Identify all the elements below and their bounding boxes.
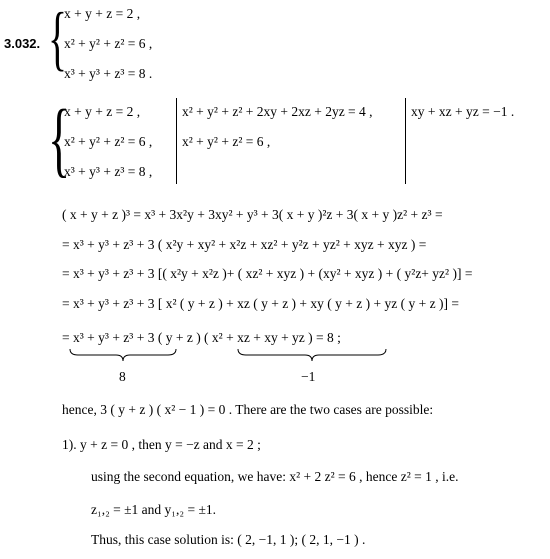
underbrace-right	[236, 347, 388, 363]
expansion-line-3: = x³ + y³ + z³ + 3 [( x²y + x²z )+ ( xz² + xyz ) + (xy² + xyz ) + ( y²z+ yz² )] =	[62, 266, 473, 281]
case1-line-1: 1). y + z = 0 , then y = −z and x = 2 ;	[62, 437, 261, 452]
system-eq-2: x² + y² + z² = 6 ,	[64, 36, 153, 51]
derived-c2-2: x² + y² + z² = 6 ,	[182, 134, 271, 149]
derived-c3-1: xy + xz + yz = −1 .	[411, 104, 515, 119]
expansion-line-2: = x³ + y³ + z³ + 3 ( x²y + xy² + x²z + xz² + y²z + yz² + xyz + xyz ) =	[62, 237, 427, 252]
underbrace-left	[68, 347, 178, 363]
derived-divider-1	[176, 98, 177, 184]
problem-number: 3.032.	[4, 36, 41, 51]
derived-c1-1: x + y + z = 2 ,	[64, 104, 141, 119]
hence-line: hence, 3 ( y + z ) ( x² − 1 ) = 0 . There are the two cases are possible:	[62, 402, 434, 417]
underbrace-right-label: −1	[301, 369, 316, 384]
expansion-line-5: = x³ + y³ + z³ + 3 ( y + z ) ( x² + xz + xy + yz ) = 8 ;	[62, 330, 341, 345]
case1-line-3: z₁,₂ = ±1 and y₁,₂ = ±1.	[91, 502, 216, 517]
expansion-line-4: = x³ + y³ + z³ + 3 [ x² ( y + z ) + xz ( y + z ) + xy ( y + z ) + yz ( y + z )] =	[62, 296, 459, 311]
derived-brace: {	[48, 93, 71, 186]
case1-line-4: Thus, this case solution is: ( 2, −1, 1 ); ( 2, 1, −1 ) .	[91, 532, 366, 547]
system-eq-1: x + y + z = 2 ,	[64, 6, 141, 21]
system-eq-3: x³ + y³ + z³ = 8 .	[64, 66, 153, 81]
expansion-line-1: ( x + y + z )³ = x³ + 3x²y + 3xy² + y³ + 3( x + y )²z + 3( x + y )z² + z³ =	[62, 207, 443, 222]
derived-c2-1: x² + y² + z² + 2xy + 2xz + 2yz = 4 ,	[182, 104, 373, 119]
case1-line-2: using the second equation, we have: x² + 2 z² = 6 , hence z² = 1 , i.e.	[91, 469, 459, 484]
derived-divider-2	[405, 98, 406, 184]
underbrace-left-label: 8	[119, 369, 126, 384]
derived-c1-3: x³ + y³ + z³ = 8 ,	[64, 164, 153, 179]
system-brace: {	[48, 0, 68, 78]
derived-c1-2: x² + y² + z² = 6 ,	[64, 134, 153, 149]
